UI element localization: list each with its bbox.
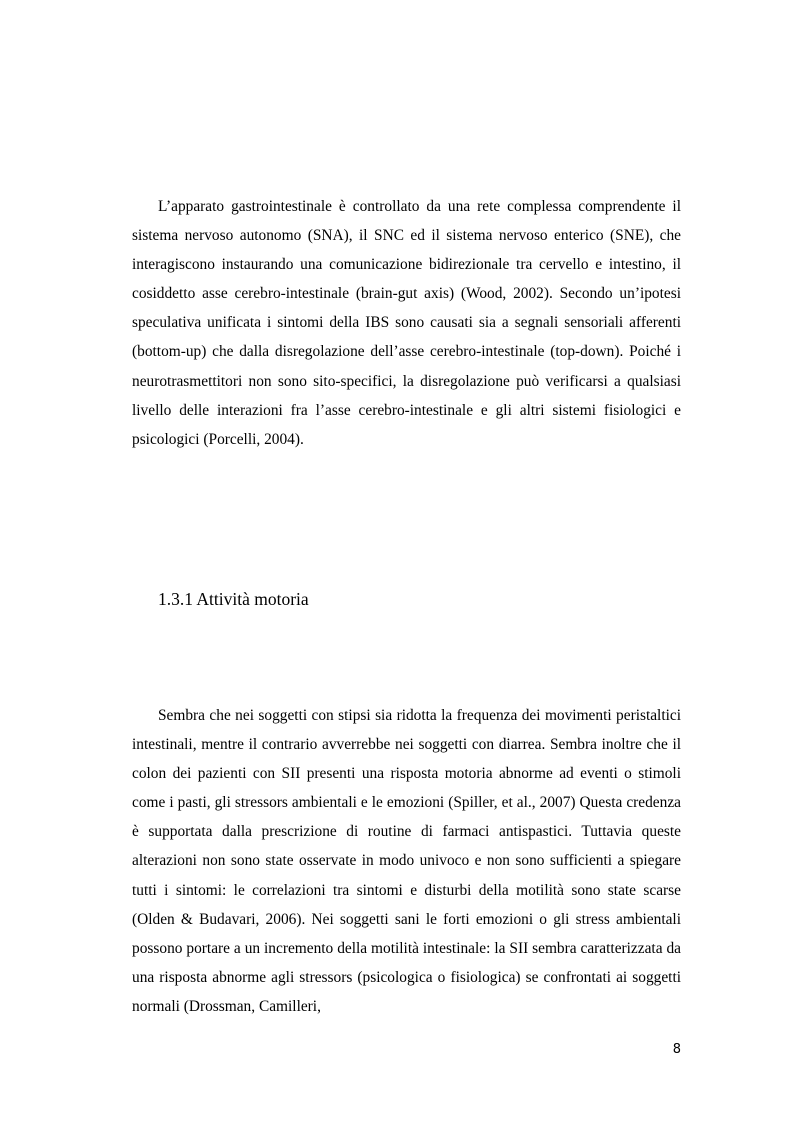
page-number: 8 (672, 1042, 681, 1057)
body-paragraph-intro: L’apparato gastrointestinale è controllato da una rete complessa comprendente il sistema nervoso autonomo (SNA), il SNC ed il sistema nervoso enterico (SNE), che interagiscono instaurando una comunicazione bidirezionale tra cervello e intestino, il cosiddetto asse cerebro-intestinale (brain-gut axis) (Wood, 2002). Secondo un’ipotesi speculativa unificata i sintomi della IBS sono causati sia a segnali sensoriali afferenti (bottom-up) che dalla disregolazione dell’asse cerebro-intestinale (top-down). Poiché i neurotrasmettitori non sono sito-specifici, la disregolazione può verificarsi a qualsiasi livello delle interazioni fra l’asse cerebro-intestinale e gli altri sistemi fisiologici e psicologici (Porcelli, 2004). (132, 198, 681, 448)
body-paragraph-motor-activity: Sembra che nei soggetti con stipsi sia ridotta la frequenza dei movimenti peristaltici intestinali, mentre il contrario avverrebbe nei soggetti con diarrea. Sembra inoltre che il colon dei pazienti con SII presenti una risposta motoria abnorme ad eventi o stimoli come i pasti, gli stressors ambientali e le emozioni (Spiller, et al., 2007) Questa credenza è supportata dalla prescrizione di routine di farmaci antispastici. Tuttavia queste alterazioni non sono state osservate in modo univoco e non sono sufficienti a spiegare tutti i sintomi: le correlazioni tra sintomi e disturbi della motilità sono state scarse (Olden & Budavari, 2006). Nei soggetti sani le forti emozioni o gli stress ambientali possono portare a un incremento della motilità intestinale: la SII sembra caratterizzata da una risposta abnorme agli stressors (psicologica o fisiologica) se confrontati ai soggetti normali (Drossman, Camilleri, (132, 707, 681, 1015)
section-heading: 1.3.1 Attività motoria (158, 589, 309, 609)
